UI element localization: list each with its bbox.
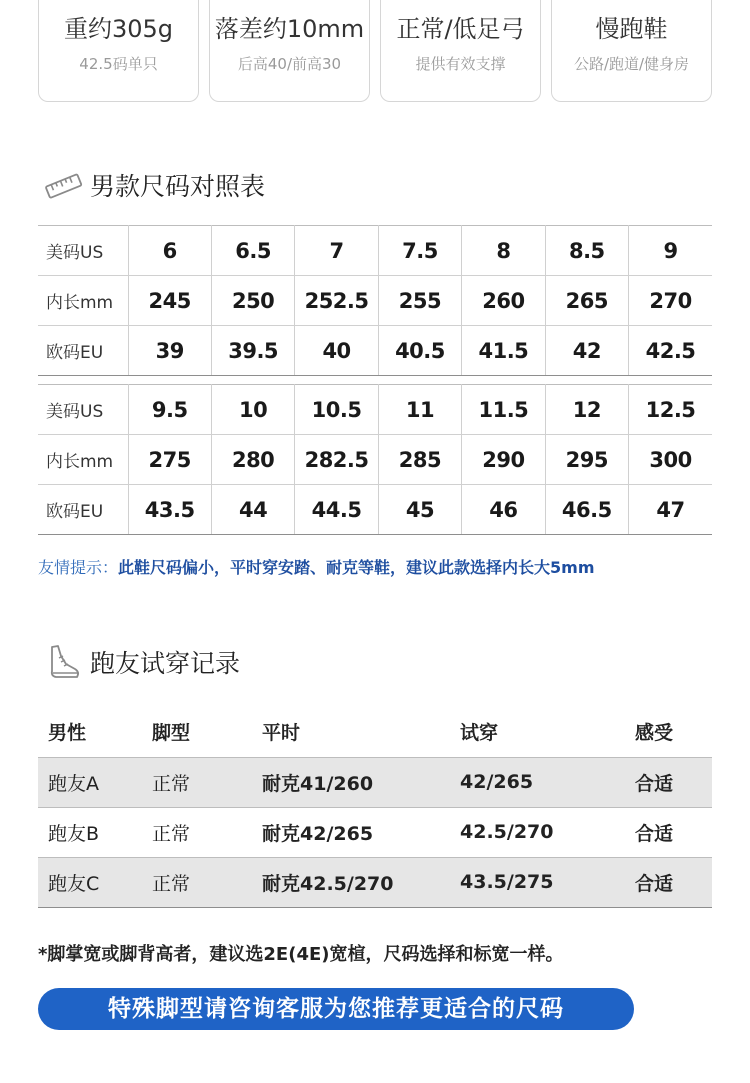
size-cell: 42 [545, 326, 628, 376]
size-cell: 10 [211, 385, 294, 435]
spec-card-weight [38, 0, 199, 102]
size-cell: 46.5 [545, 485, 628, 535]
trial-cell: 正常 [142, 857, 252, 907]
trial-cell: 42.5/270 [450, 807, 625, 857]
spec-card-sub: 42.5码单只 [79, 55, 158, 73]
trial-cell: 耐克42.5/270 [252, 857, 450, 907]
size-cell: 9.5 [128, 385, 211, 435]
trial-cell: 合适 [625, 857, 712, 907]
trial-row [38, 757, 712, 807]
size-cell: 6.5 [211, 226, 294, 276]
size-cell: 270 [629, 276, 712, 326]
size-row-mm [38, 276, 712, 326]
size-cell: 39 [128, 326, 211, 376]
trial-header: 脚型 [142, 707, 252, 757]
trial-cell: 合适 [625, 807, 712, 857]
spec-card-main: 重约305g [63, 15, 174, 43]
trial-row [38, 857, 712, 907]
size-table-b [38, 384, 712, 535]
trial-header: 男性 [38, 707, 142, 757]
size-cell: 8 [462, 226, 545, 276]
trial-cell: 正常 [142, 757, 252, 807]
trial-header: 平时 [252, 707, 450, 757]
size-tip [38, 555, 595, 578]
row-label-eu: 欧码EU [38, 326, 128, 376]
spec-card-main: 正常/低足弓 [396, 15, 525, 43]
trial-cell: 耐克41/260 [252, 757, 450, 807]
size-row-us [38, 385, 712, 435]
size-cell: 47 [629, 485, 712, 535]
trial-cell: 合适 [625, 757, 712, 807]
spec-card-sub: 后高40/前高30 [237, 55, 342, 73]
size-cell: 40 [295, 326, 378, 376]
spec-card-type [551, 0, 712, 102]
trial-section-title [44, 642, 240, 682]
size-cell: 245 [128, 276, 211, 326]
size-row-mm [38, 435, 712, 485]
size-cell: 275 [128, 435, 211, 485]
size-cell: 40.5 [378, 326, 461, 376]
row-label-mm: 内长mm [38, 435, 128, 485]
size-cell: 45 [378, 485, 461, 535]
size-cell: 12.5 [629, 385, 712, 435]
trial-cell: 正常 [142, 807, 252, 857]
size-cell: 255 [378, 276, 461, 326]
spec-card-sub: 提供有效支撑 [415, 55, 506, 73]
row-label-mm: 内长mm [38, 276, 128, 326]
size-cell: 44 [211, 485, 294, 535]
row-label-us: 美码US [38, 385, 128, 435]
size-cell: 300 [629, 435, 712, 485]
size-cell: 290 [462, 435, 545, 485]
spec-card-sub: 公路/跑道/健身房 [573, 55, 690, 73]
trial-row [38, 807, 712, 857]
tip-label: 友情提示： [38, 558, 119, 577]
shoe-icon [44, 642, 84, 682]
trial-section-title-text: 跑友试穿记录 [90, 649, 241, 678]
trial-table [38, 707, 712, 908]
size-cell: 10.5 [295, 385, 378, 435]
size-row-eu [38, 485, 712, 535]
trial-header-row [38, 707, 712, 757]
spec-card-arch [380, 0, 541, 102]
trial-cell: 跑友C [38, 857, 142, 907]
size-cell: 42.5 [629, 326, 712, 376]
size-cell: 250 [211, 276, 294, 326]
trial-header: 试穿 [450, 707, 625, 757]
trial-cell: 42/265 [450, 757, 625, 807]
trial-header: 感受 [625, 707, 712, 757]
size-cell: 8.5 [545, 226, 628, 276]
trial-cell: 耐克42/265 [252, 807, 450, 857]
size-section-title-text: 男款尺码对照表 [90, 172, 266, 201]
size-row-us [38, 226, 712, 276]
row-label-eu: 欧码EU [38, 485, 128, 535]
size-cell: 43.5 [128, 485, 211, 535]
size-cell: 7 [295, 226, 378, 276]
size-cell: 285 [378, 435, 461, 485]
trial-cell: 跑友A [38, 757, 142, 807]
trial-cell: 跑友B [38, 807, 142, 857]
size-cell: 41.5 [462, 326, 545, 376]
size-cell: 280 [211, 435, 294, 485]
size-cell: 260 [462, 276, 545, 326]
size-cell: 6 [128, 226, 211, 276]
spec-cards [38, 0, 712, 102]
size-cell: 265 [545, 276, 628, 326]
size-cell: 282.5 [295, 435, 378, 485]
size-cell: 39.5 [211, 326, 294, 376]
size-cell: 46 [462, 485, 545, 535]
spec-card-drop [209, 0, 370, 102]
size-cell: 44.5 [295, 485, 378, 535]
size-cell: 11.5 [462, 385, 545, 435]
size-cell: 9 [629, 226, 712, 276]
size-table-a [38, 225, 712, 376]
row-label-us: 美码US [38, 226, 128, 276]
size-cell: 252.5 [295, 276, 378, 326]
size-row-eu [38, 326, 712, 376]
customer-service-banner[interactable]: 特殊脚型请咨询客服为您推荐更适合的尺码 [38, 988, 634, 1030]
trial-cell: 43.5/275 [450, 857, 625, 907]
ruler-icon [44, 165, 84, 205]
size-cell: 7.5 [378, 226, 461, 276]
spec-card-main: 慢跑鞋 [595, 15, 668, 43]
tip-text: 此鞋尺码偏小，平时穿安踏、耐克等鞋，建议此款选择内长大5mm [118, 558, 595, 577]
size-cell: 11 [378, 385, 461, 435]
wide-foot-note: *脚掌宽或脚背高者，建议选2E(4E)宽楦，尺码选择和标宽一样。 [38, 944, 564, 965]
spec-card-main: 落差约10mm [214, 15, 365, 43]
size-section-title [44, 165, 265, 205]
size-cell: 295 [545, 435, 628, 485]
size-cell: 12 [545, 385, 628, 435]
